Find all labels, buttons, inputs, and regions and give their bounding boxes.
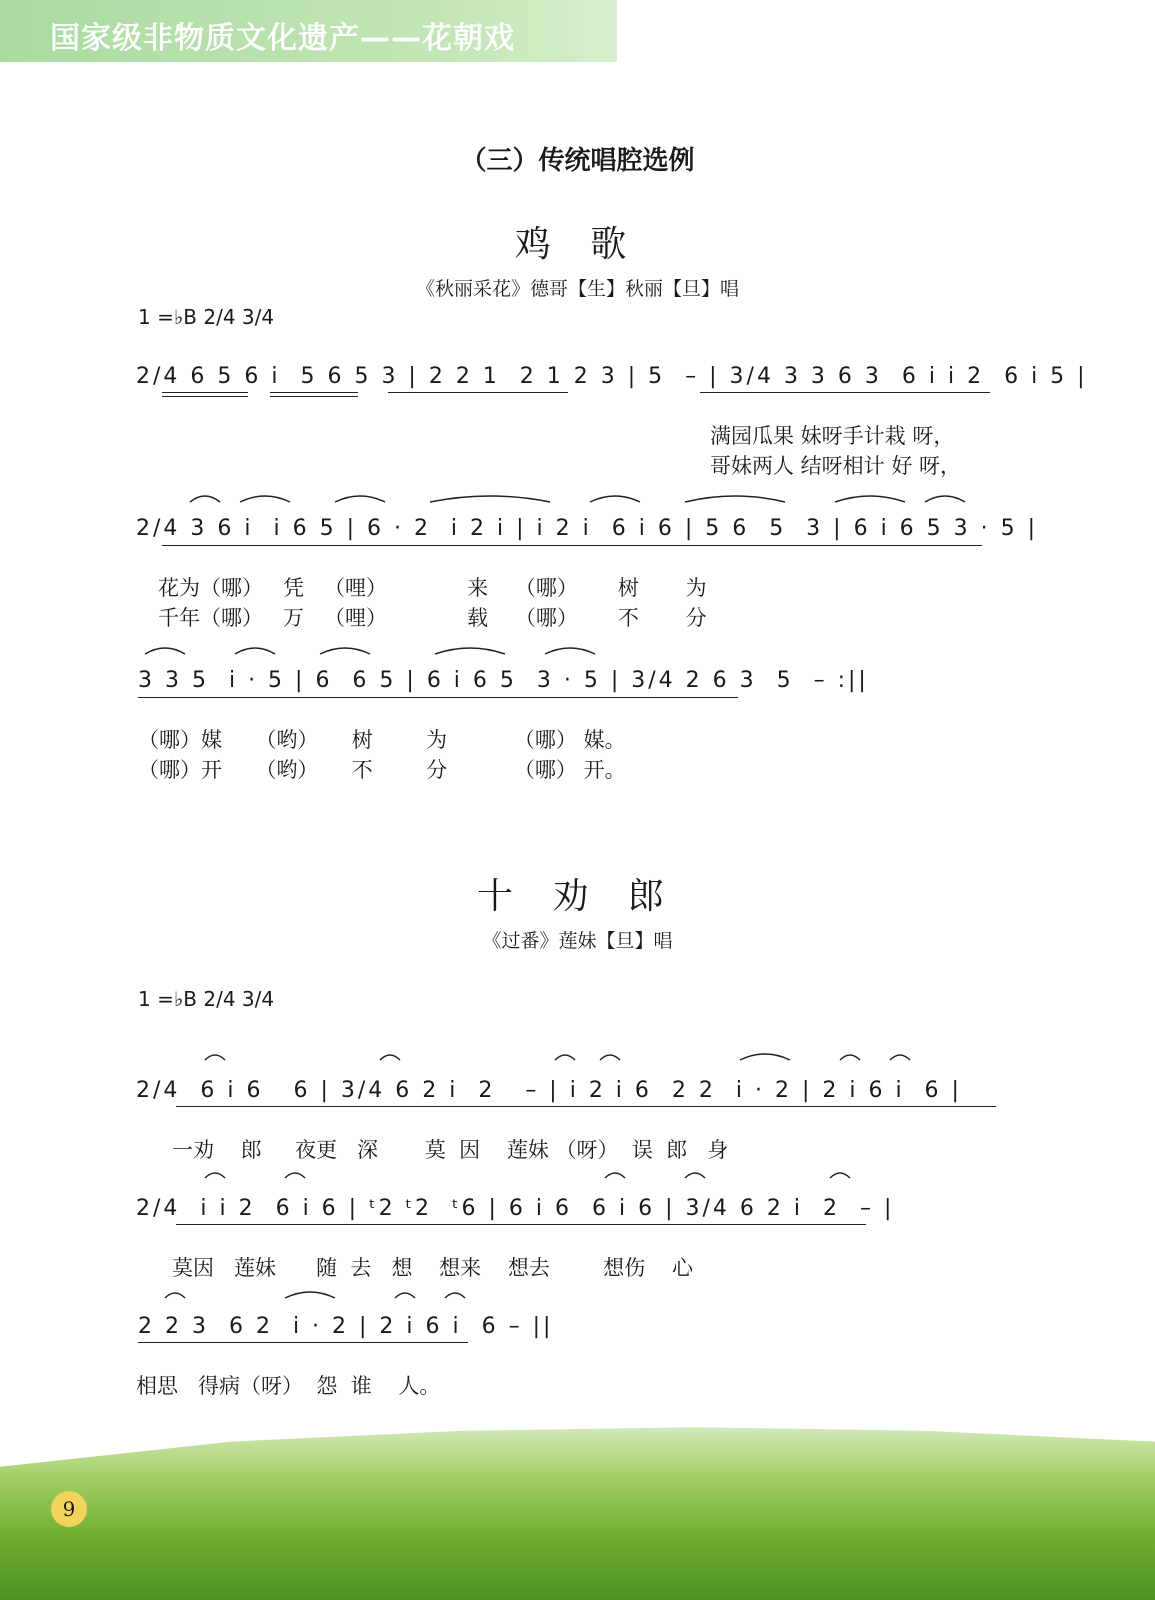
underline: [138, 697, 738, 698]
underline: [270, 396, 358, 397]
slur-marks: [200, 1046, 940, 1066]
lyric-line: 莫因 莲妹 随 去 想 想来 想去 想伤 心: [172, 1256, 693, 1280]
lyric-line: 满园瓜果 妹呀手计栽 呀，: [710, 424, 955, 448]
slur-marks: [140, 640, 640, 660]
underline: [700, 392, 990, 393]
page-number: 9: [51, 1491, 87, 1527]
song-credit: 《秋丽采花》德哥【生】秋丽【旦】唱: [415, 278, 739, 300]
slur-marks: [180, 488, 1000, 508]
notation-row: 3 3 5 i · 5 | 6 6 5 | 6 i 6 5 3 · 5 | 3/4 2 6 3 5 – :||: [138, 668, 869, 693]
underline: [176, 1224, 866, 1225]
underline: [162, 545, 982, 546]
underline: [138, 1342, 468, 1343]
song-title: 十 劝 郎: [477, 876, 678, 917]
underline: [388, 392, 568, 393]
lyric-line: （哪）开 （哟） 不 分 （哪） 开。: [138, 758, 626, 782]
lyric-line: 哥妹两人 结呀相计 好 呀，: [710, 454, 962, 478]
lyric-line: 千年（哪） 万 （哩） 载 （哪） 不 分: [158, 606, 707, 630]
key-signature: 1 =♭B 2/4 3/4: [138, 305, 275, 329]
notation-row: 2/4 3 6 i i 6 5 | 6 · 2 i 2 i | i 2 i 6 i 6 | 5 6 5 3 | 6 i 6 5 3 · 5 |: [136, 516, 1039, 541]
grass-background-image: [0, 1420, 1155, 1600]
lyric-line: （哪）媒 （哟） 树 为 （哪） 媒。: [138, 728, 626, 752]
underline: [176, 1106, 996, 1107]
underline: [270, 392, 358, 393]
underline: [162, 392, 248, 393]
notation-row: 2/4 6 5 6 i 5 6 5 3 | 2 2 1 2 1 2 3 | 5 – | 3/4 3 3 6 3 6 i i 2 6 i 5 |: [136, 364, 1088, 389]
lyric-line: 花为（哪） 凭 （哩） 来 （哪） 树 为: [158, 576, 707, 600]
slur-marks: [200, 1164, 880, 1184]
lyric-line: 一劝 郎 夜更 深 莫 因 莲妹 （呀） 误 郎 身: [172, 1138, 729, 1162]
key-signature: 1 =♭B 2/4 3/4: [138, 987, 275, 1011]
header-banner: [0, 0, 617, 62]
section-title: （三）传统唱腔选例: [460, 146, 695, 176]
notation-row: 2 2 3 6 2 i · 2 | 2 i 6 i 6 – ||: [138, 1314, 554, 1339]
underline: [162, 396, 248, 397]
song-title: 鸡 歌: [514, 224, 641, 265]
song-credit: 《过番》莲妹【旦】唱: [482, 930, 673, 952]
notation-row: 2/4 6 i 6 6 | 3/4 6 2 i 2 – | i 2 i 6 2 2 i · 2 | 2 i 6 i 6 |: [136, 1078, 962, 1103]
banner-text: 国家级非物质文化遗产——花朝戏: [50, 21, 515, 56]
notation-row: 2/4 i i 2 6 i 6 | ᵗ2 ᵗ2 ᵗ6 | 6 i 6 6 i 6 | 3/4 6 2 i 2 – |: [136, 1196, 895, 1221]
lyric-line: 相思 得病（呀） 怨 谁 人。: [136, 1374, 441, 1398]
slur-marks: [160, 1284, 480, 1304]
